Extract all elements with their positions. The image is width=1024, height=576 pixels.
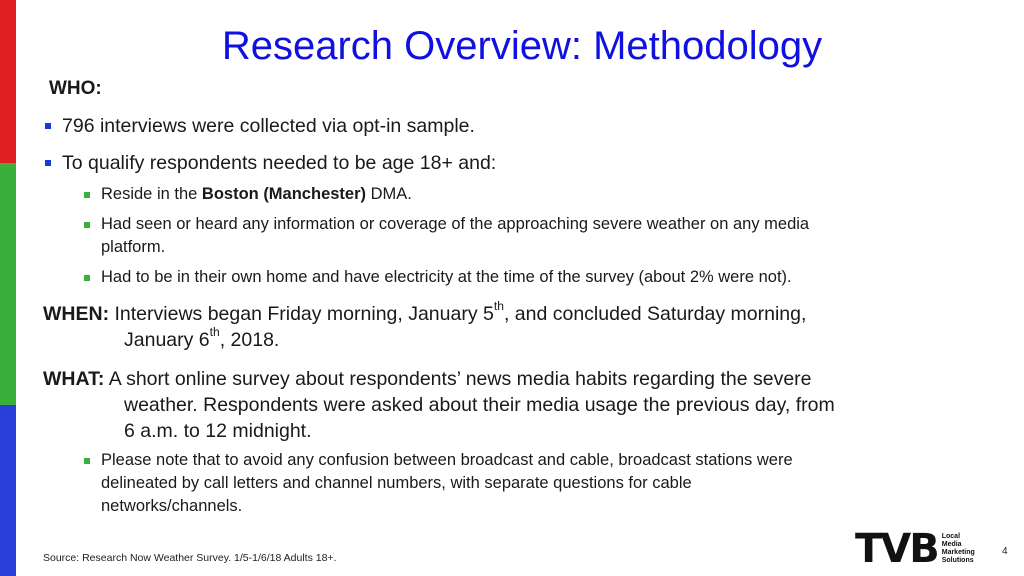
what-note-line1: Please note that to avoid any confusion between broadcast and cable, broadcast stations were <box>101 451 793 469</box>
when-text-a: Interviews began Friday morning, January 5 <box>109 303 494 325</box>
logo-line-marketing: Marketing <box>941 549 975 556</box>
sub-bullet-square-icon <box>84 192 90 198</box>
page-number: 4 <box>1002 546 1008 557</box>
reside-dma-name: Boston (Manchester) <box>201 185 367 203</box>
when-text-b: , and concluded Saturday morning, <box>503 303 807 325</box>
bullet-square-icon <box>45 160 51 166</box>
who-sub-seen-line1: Had seen or heard any information or coverage of the approaching severe weather on any media <box>101 215 810 233</box>
when-date-a: January 6 <box>124 329 210 351</box>
tvb-logo <box>855 526 975 572</box>
what-line2: weather. Respondents were asked about their media usage the previous day, from <box>124 394 835 416</box>
who-bullet-qualify: To qualify respondents needed to be age 18+ and: <box>62 152 497 174</box>
logo-line-solutions: Solutions <box>941 557 974 564</box>
what-label: WHAT: <box>43 368 105 390</box>
when-line2 <box>124 325 280 352</box>
source-footnote: Source: Research Now Weather Survey. 1/5-1/6/18 Adults 18+. <box>43 552 337 564</box>
sub-bullet-square-icon <box>84 275 90 281</box>
who-sub-reside <box>101 185 412 204</box>
what-line3: 6 a.m. to 12 midnight. <box>124 420 312 442</box>
tvb-logo-tagline <box>942 533 975 565</box>
reside-suffix: DMA. <box>366 185 412 203</box>
when-sup-2: th <box>209 325 220 340</box>
accent-bar-blue <box>0 405 16 576</box>
who-sub-home: Had to be in their own home and have electricity at the time of the survey (about 2% were not). <box>101 268 792 286</box>
what-line1 <box>43 368 812 391</box>
reside-prefix: Reside in the <box>101 185 202 203</box>
slide-title: Research Overview: Methodology <box>221 24 823 68</box>
when-label: WHEN: <box>43 303 110 325</box>
sub-bullet-square-icon <box>84 222 90 228</box>
bullet-square-icon <box>45 123 51 129</box>
who-bullet-interviews: 796 interviews were collected via opt-in sample. <box>62 115 475 137</box>
what-text-1: A short online survey about respondents’ news media habits regarding the severe <box>104 368 812 390</box>
logo-line-local: Local <box>941 533 961 540</box>
what-note-line3: networks/channels. <box>101 497 243 515</box>
logo-line-media: Media <box>941 541 962 548</box>
when-sup-1: th <box>493 299 504 314</box>
accent-bar-green <box>0 163 16 405</box>
tvb-logo-mark: TVB <box>855 526 938 572</box>
when-date-b: , 2018. <box>219 329 280 351</box>
who-sub-seen-line2: platform. <box>101 238 166 256</box>
what-note-line2: delineated by call letters and channel numbers, with separate questions for cable <box>101 474 692 492</box>
sub-bullet-square-icon <box>84 458 90 464</box>
when-line1 <box>43 299 807 326</box>
who-label: WHO: <box>49 78 102 99</box>
